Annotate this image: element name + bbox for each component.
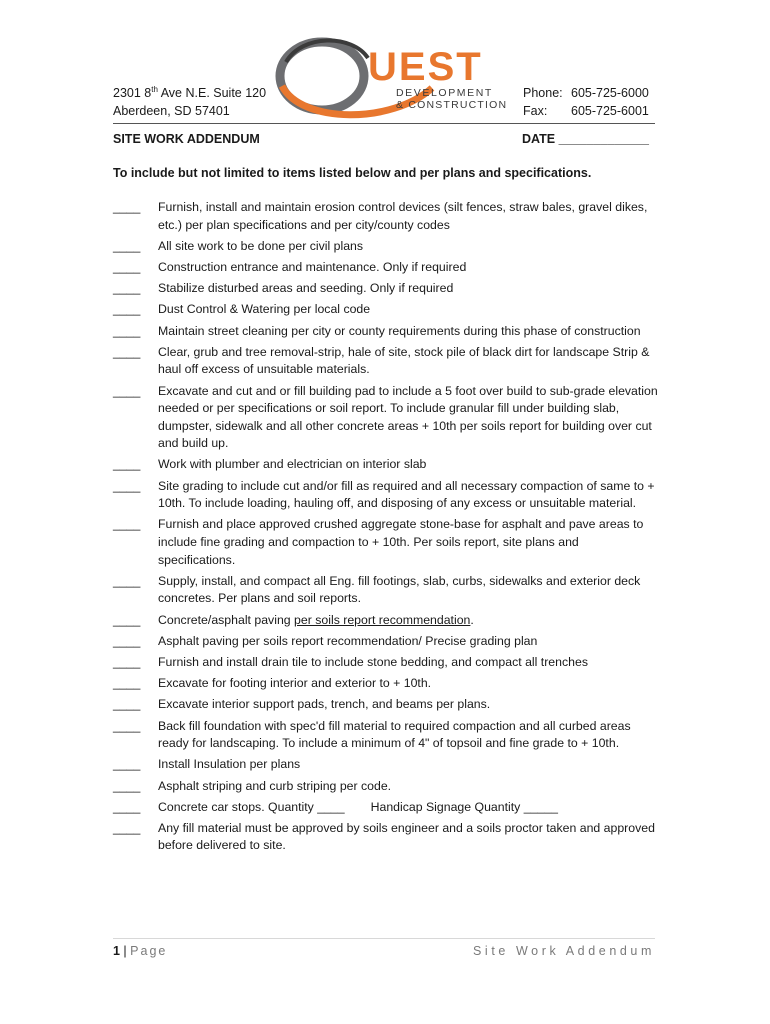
page-word: Page xyxy=(130,944,168,958)
list-item xyxy=(113,478,658,513)
item-text: Furnish and install drain tile to include stone bedding, and compact all trenches xyxy=(158,654,588,669)
list-item xyxy=(113,199,658,234)
list-item xyxy=(113,654,658,672)
svg-text:& CONSTRUCTION: & CONSTRUCTION xyxy=(396,99,508,111)
header-divider xyxy=(113,123,655,124)
checkbox-blank[interactable]: ____ xyxy=(113,281,141,296)
phone-label: Phone: xyxy=(523,86,563,100)
item-text: Install Insulation per plans xyxy=(158,757,301,772)
item-text xyxy=(158,612,658,630)
checkbox-blank[interactable]: ____ xyxy=(113,612,141,627)
item-text-tail: . xyxy=(470,612,474,627)
item-text: Clear, grub and tree removal-strip, hale of site, stock pile of black dirt for landscape Strip & haul off excess of unsuitable materials. xyxy=(158,344,650,377)
checkbox-blank[interactable]: ____ xyxy=(113,517,141,532)
checkbox-blank[interactable]: ____ xyxy=(113,654,141,669)
date-field: DATE _____________ xyxy=(522,132,649,146)
footer-divider xyxy=(113,938,655,939)
checkbox-blank[interactable]: ____ xyxy=(113,697,141,712)
checkbox-blank[interactable]: ____ xyxy=(113,259,141,274)
address-number: 2301 8 xyxy=(113,86,152,100)
work-item-list xyxy=(113,199,658,859)
checkbox-blank[interactable]: ____ xyxy=(113,238,141,253)
item-text: Any fill material must be approved by soils engineer and a soils proctor taken and approved before delivered to site. xyxy=(158,820,655,853)
list-item xyxy=(113,675,658,693)
checkbox-blank[interactable]: ____ xyxy=(113,200,141,214)
contact-numbers xyxy=(523,84,649,120)
list-item xyxy=(113,633,658,651)
item-text: Excavate for footing interior and exterior to + 10th. xyxy=(158,676,432,691)
list-item xyxy=(113,696,658,714)
car-stops-quantity[interactable]: Concrete car stops. Quantity ____ xyxy=(158,799,345,814)
list-item xyxy=(113,259,658,277)
quest-logo xyxy=(272,28,512,124)
item-text: Asphalt paving per soils report recommendation/ Precise grading plan xyxy=(158,633,538,648)
page-separator: | xyxy=(119,944,131,958)
address-line-1 xyxy=(113,84,266,102)
item-text: Excavate interior support pads, trench, and beams per plans. xyxy=(158,697,491,712)
item-text: Dust Control & Watering per local code xyxy=(158,302,371,317)
list-item xyxy=(113,756,658,774)
checkbox-blank[interactable]: ____ xyxy=(113,820,141,835)
list-item xyxy=(113,238,658,256)
page-number-value: 1 xyxy=(113,944,120,958)
item-text: All site work to be done per civil plans xyxy=(158,238,364,253)
company-address xyxy=(113,84,266,120)
checkbox-blank[interactable]: ____ xyxy=(113,676,141,691)
list-item xyxy=(113,612,658,630)
list-item xyxy=(113,799,658,817)
fax-value: 605-725-6001 xyxy=(571,104,649,118)
item-text-underlined: per soils report recommendation xyxy=(294,612,471,627)
list-item xyxy=(113,323,658,341)
item-text: Maintain street cleaning per city or county requirements during this phase of construction xyxy=(158,323,641,338)
list-item xyxy=(113,573,658,608)
item-text: Construction entrance and maintenance. Only if required xyxy=(158,259,467,274)
checkbox-blank[interactable]: ____ xyxy=(113,478,141,493)
svg-text:DEVELOPMENT: DEVELOPMENT xyxy=(396,87,493,99)
checkbox-blank[interactable]: ____ xyxy=(113,323,141,338)
item-text: Back fill foundation with spec'd fill material to required compaction and all curbed areas ready for landscaping. To include a minimum of 4" of topsoil and fine grade to + 10th. xyxy=(158,718,631,751)
list-item xyxy=(113,383,658,453)
checkbox-blank[interactable]: ____ xyxy=(113,573,141,588)
page-number xyxy=(113,944,167,958)
checkbox-blank[interactable]: ____ xyxy=(113,718,141,733)
checkbox-blank[interactable]: ____ xyxy=(113,383,141,398)
list-item xyxy=(113,516,658,569)
fax-label: Fax: xyxy=(523,104,548,118)
phone-value: 605-725-6000 xyxy=(571,86,649,100)
list-item xyxy=(113,456,658,474)
item-text xyxy=(158,799,658,817)
checkbox-blank[interactable]: ____ xyxy=(113,633,141,648)
item-text: Work with plumber and electrician on interior slab xyxy=(158,457,427,472)
address-street: Ave N.E. Suite 120 xyxy=(157,86,267,100)
checkbox-blank[interactable]: ____ xyxy=(113,757,141,772)
list-item xyxy=(113,344,658,379)
address-line-2: Aberdeen, SD 57401 xyxy=(113,104,230,118)
item-text: Asphalt striping and curb striping per code. xyxy=(158,778,392,793)
checkbox-blank[interactable]: ____ xyxy=(113,778,141,793)
handicap-signage-quantity[interactable]: Handicap Signage Quantity _____ xyxy=(370,799,558,814)
svg-text:UEST: UEST xyxy=(368,45,483,89)
checkbox-blank[interactable]: ____ xyxy=(113,457,141,472)
item-text: Furnish, install and maintain erosion control devices (silt fences, straw bales, gravel dikes, etc.) per plan specifications and per city/county codes xyxy=(158,200,648,232)
item-text: Excavate and cut and or fill building pad to include a 5 foot over build to sub-grade elevation needed or per specifications or soil report. To include granular fill under building slab, dumpster, sidewalk and all other concrete areas + 10th per soils report for building over cut and build up. xyxy=(158,383,658,451)
list-item xyxy=(113,820,658,855)
checkbox-blank[interactable]: ____ xyxy=(113,344,141,359)
footer-title: Site Work Addendum xyxy=(473,944,655,958)
item-text: Supply, install, and compact all Eng. fill footings, slab, curbs, sidewalks and exterior deck concretes. Per plans and soil reports. xyxy=(158,573,641,606)
item-text: Furnish and place approved crushed aggregate stone-base for asphalt and pave areas to include fine grading and compaction to + 10th. Per soils report, site plans and specifications. xyxy=(158,517,644,567)
document-title: SITE WORK ADDENDUM xyxy=(113,132,260,146)
checkbox-blank[interactable]: ____ xyxy=(113,799,141,814)
phone-row xyxy=(523,84,649,102)
fax-row xyxy=(523,102,649,120)
item-text-lead: Concrete/asphalt paving xyxy=(158,612,295,627)
list-item xyxy=(113,280,658,298)
item-text: Site grading to include cut and/or fill as required and all necessary compaction of same to + 10th. To include loading, hauling off, and disposing of any excess or unsuitable material. xyxy=(158,478,655,511)
list-item xyxy=(113,718,658,753)
list-item xyxy=(113,778,658,796)
checkbox-blank[interactable]: ____ xyxy=(113,302,141,317)
address-ordinal: th xyxy=(151,84,158,94)
intro-statement: To include but not limited to items listed below and per plans and specifications. xyxy=(113,166,592,180)
list-item xyxy=(113,301,658,319)
item-text: Stabilize disturbed areas and seeding. Only if required xyxy=(158,281,454,296)
